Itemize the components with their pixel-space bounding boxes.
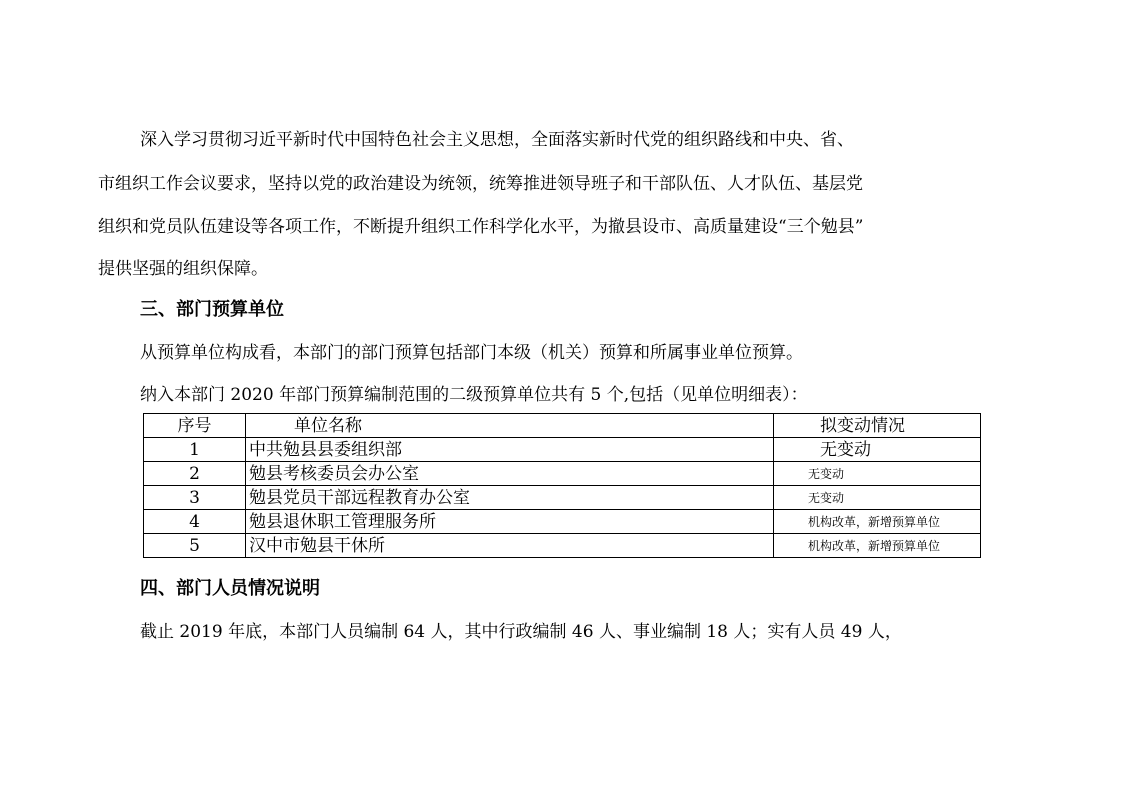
section-heading-staffing: 四、部门人员情况说明 [140,578,320,599]
table-row [144,438,981,462]
column-header-no: 序号 [144,414,246,438]
paragraph-line: 市组织工作会议要求，坚持以党的政治建设为统领，统筹推进领导班子和干部队伍、人才队伍、基层党 [98,174,863,194]
cell-change: 无变动 [774,438,981,462]
section-text: 纳入本部门 2020 年部门预算编制范围的二级预算单位共有 5 个,包括（见单位明细表）： [140,385,808,405]
section-heading-budget-units: 三、部门预算单位 [140,299,284,320]
cell-unit-name: 中共勉县县委组织部 [246,438,774,462]
cell-no: 5 [144,534,246,558]
column-header-change: 拟变动情况 [774,414,981,438]
table-row [144,534,981,558]
cell-no: 4 [144,510,246,534]
table-row [144,486,981,510]
cell-no: 2 [144,462,246,486]
cell-no: 1 [144,438,246,462]
cell-unit-name: 勉县党员干部远程教育办公室 [246,486,774,510]
table-header-row [144,414,981,438]
paragraph-line: 深入学习贯彻习近平新时代中国特色社会主义思想，全面落实新时代党的组织路线和中央、省、 [140,130,854,150]
cell-change: 无变动 [774,462,981,486]
cell-no: 3 [144,486,246,510]
cell-change: 机构改革，新增预算单位 [774,510,981,534]
table-row [144,462,981,486]
cell-change: 无变动 [774,486,981,510]
column-header-name: 单位名称 [246,414,774,438]
cell-unit-name: 勉县退休职工管理服务所 [246,510,774,534]
table-row [144,510,981,534]
paragraph-line: 提供坚强的组织保障。 [98,259,268,279]
section-text: 截止 2019 年底，本部门人员编制 64 人，其中行政编制 46 人、事业编制 18 人；实有人员 49 人， [140,622,902,642]
budget-units-table [143,413,981,558]
cell-unit-name: 汉中市勉县干休所 [246,534,774,558]
section-text: 从预算单位构成看，本部门的部门预算包括部门本级（机关）预算和所属事业单位预算。 [140,343,803,363]
cell-unit-name: 勉县考核委员会办公室 [246,462,774,486]
cell-change: 机构改革，新增预算单位 [774,534,981,558]
paragraph-line: 组织和党员队伍建设等各项工作，不断提升组织工作科学化水平，为撤县设市、高质量建设“三个勉县” [98,217,864,237]
